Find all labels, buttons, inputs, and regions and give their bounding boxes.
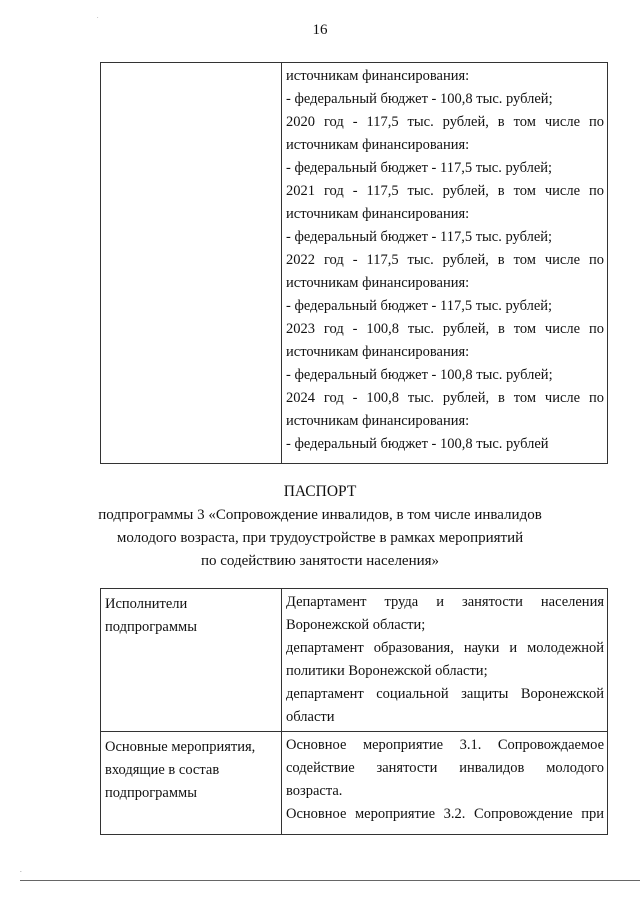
funding-table xyxy=(100,62,608,464)
empty-label-cell xyxy=(101,63,282,464)
text-line: - федеральный бюджет - 100,8 тыс. рублей; xyxy=(286,367,553,383)
footer-rule xyxy=(20,880,640,882)
row-label: Основные мероприятия, xyxy=(105,739,256,755)
text-line: 2020 год - 117,5 тыс. рублей, в том числе по xyxy=(286,114,604,130)
text-line: - федеральный бюджет - 117,5 тыс. рублей; xyxy=(286,229,553,245)
funding-cell xyxy=(282,63,608,464)
text-line: источникам финансирования: xyxy=(286,275,470,291)
passport-heading xyxy=(0,480,640,573)
passport-table xyxy=(100,588,608,835)
row-label: входящие в состав xyxy=(105,762,220,778)
text-line: источникам финансирования: xyxy=(286,68,470,84)
heading-line: подпрограммы 3 «Сопровождение инвалидов, в том числе инвалидов xyxy=(98,507,542,523)
text-line: 2022 год - 117,5 тыс. рублей, в том числе по xyxy=(286,252,604,268)
scan-mark: . xyxy=(20,866,22,874)
row-content-cell xyxy=(282,589,608,732)
heading-line: по содействию занятости населения» xyxy=(200,553,440,569)
text-line: Основное мероприятие 3.1. Сопровождаемое xyxy=(286,737,604,753)
text-line: возраста. xyxy=(286,783,343,799)
scan-mark: . xyxy=(97,14,99,20)
text-line: источникам финансирования: xyxy=(286,344,470,360)
text-line: источникам финансирования: xyxy=(286,137,470,153)
table-row xyxy=(101,63,608,464)
text-line: 2021 год - 117,5 тыс. рублей, в том числе по xyxy=(286,183,604,199)
table-row xyxy=(101,589,608,732)
text-line: - федеральный бюджет - 100,8 тыс. рублей xyxy=(286,436,549,452)
row-content-cell xyxy=(282,732,608,835)
row-label-cell xyxy=(101,589,282,732)
text-line: департамент социальной защиты Воронежской xyxy=(286,686,604,702)
text-line: политики Воронежской области; xyxy=(286,663,488,679)
text-line: - федеральный бюджет - 117,5 тыс. рублей; xyxy=(286,160,553,176)
page-number: 16 xyxy=(312,22,328,38)
row-label: подпрограммы xyxy=(105,785,197,801)
text-line: 2023 год - 100,8 тыс. рублей, в том числе по xyxy=(286,321,604,337)
text-line: 2024 год - 100,8 тыс. рублей, в том числе по xyxy=(286,390,604,406)
text-line: Воронежской области; xyxy=(286,617,426,633)
text-line: содействие занятости инвалидов молодого xyxy=(286,760,604,776)
row-label: Исполнители xyxy=(105,596,188,612)
text-line: области xyxy=(286,709,335,725)
row-label: подпрограммы xyxy=(105,619,197,635)
table-row xyxy=(101,732,608,835)
text-line: Основное мероприятие 3.2. Сопровождение при xyxy=(286,806,604,822)
heading-line: молодого возраста, при трудоустройстве в рамках мероприятий xyxy=(116,530,524,546)
row-label-cell xyxy=(101,732,282,835)
text-line: Департамент труда и занятости населения xyxy=(286,594,604,610)
text-line: источникам финансирования: xyxy=(286,413,470,429)
text-line: департамент образования, науки и молодежной xyxy=(286,640,604,656)
passport-title: ПАСПОРТ xyxy=(283,483,357,500)
text-line: - федеральный бюджет - 100,8 тыс. рублей; xyxy=(286,91,553,107)
text-line: - федеральный бюджет - 117,5 тыс. рублей; xyxy=(286,298,553,314)
text-line: источникам финансирования: xyxy=(286,206,470,222)
